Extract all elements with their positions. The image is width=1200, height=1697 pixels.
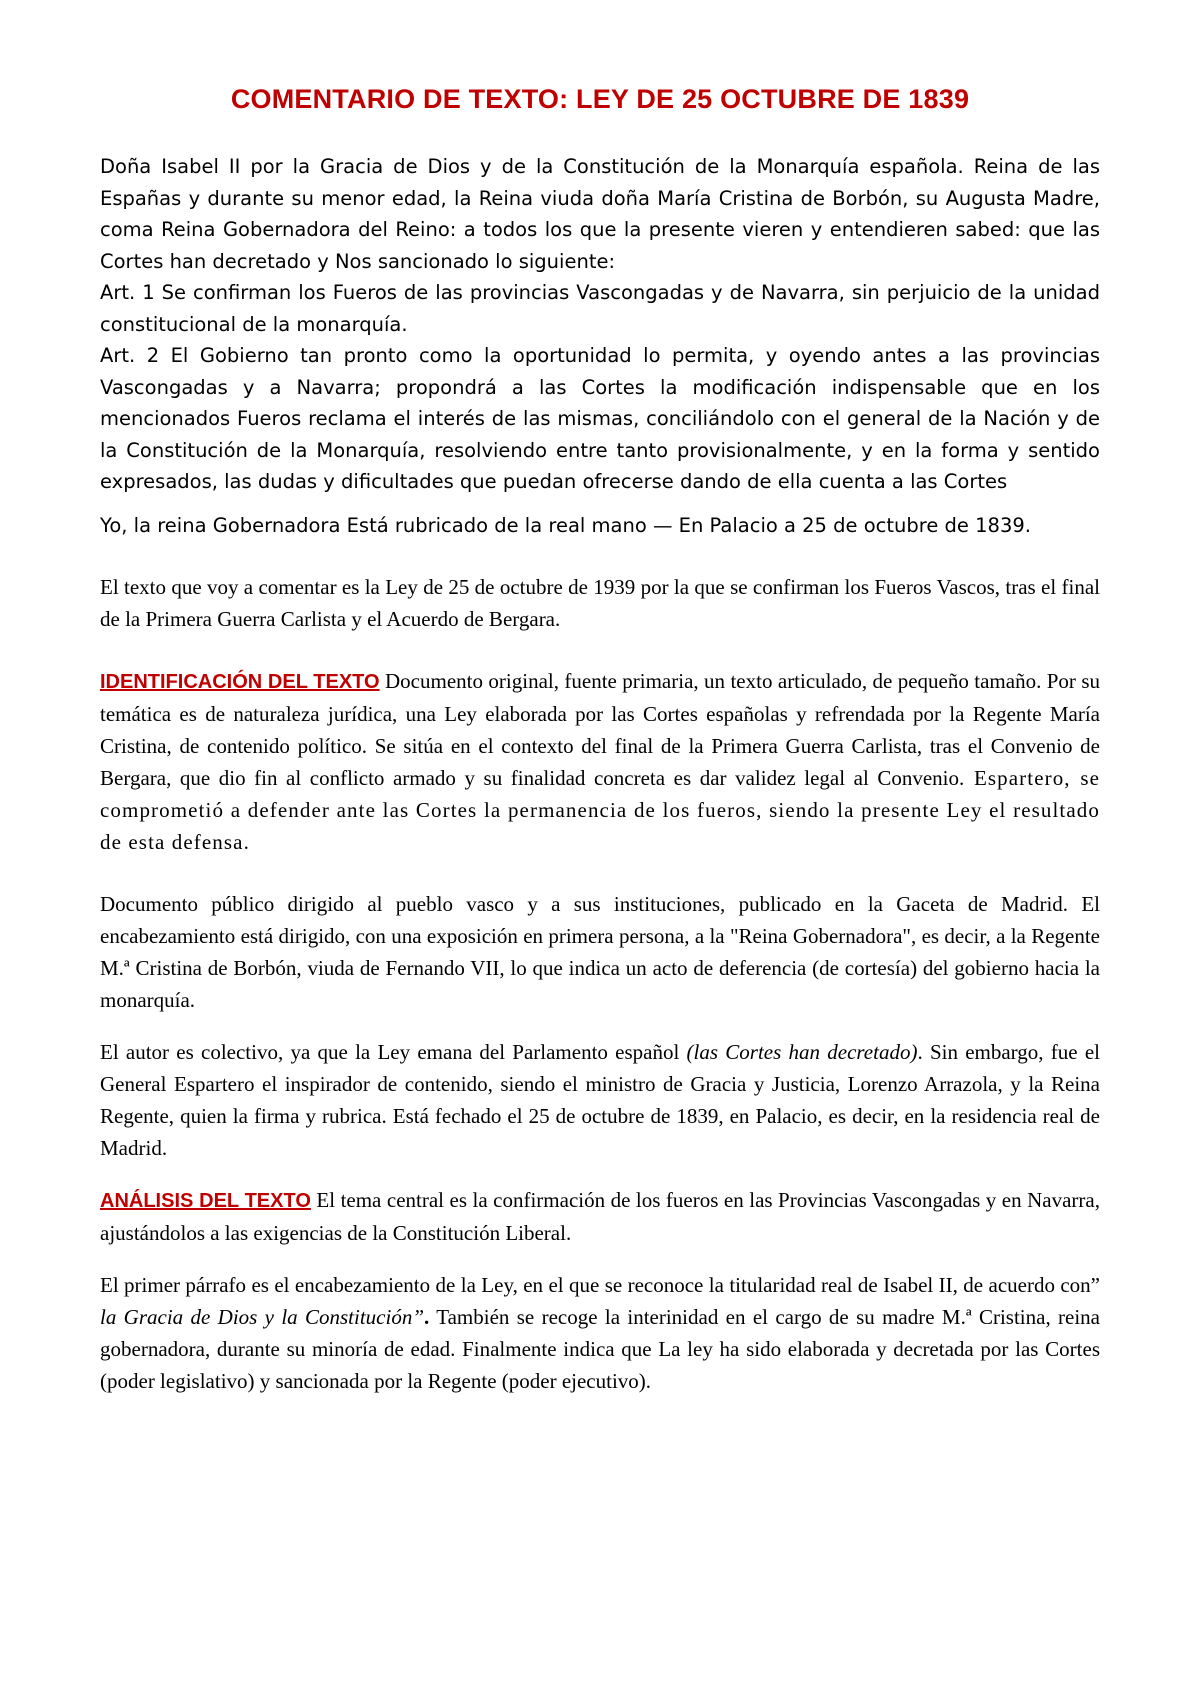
- first-paragraph-after: También se recoge la interinidad en el cargo de su madre M.ª Cristina, reina gobernadora, durante su minoría de edad. Finalmente indica que La ley ha sido elaborada y decretada por las Cortes (poder legislativo) y sancionada por la Regente (poder ejecutivo).: [100, 1305, 1101, 1393]
- commentary: [100, 571, 1100, 1397]
- law-preamble: Doña Isabel II por la Gracia de Dios y de la Constitución de la Monarquía española. Reina de las Españas y durante su menor edad, la Reina viuda doña María Cristina de Borbón, su Augusta Madre, coma Reina Gobernadora del Reino: a todos los que la presente vieren y entendieren sabed: que las Cortes han decretado y Nos sancionado lo siguiente:: [100, 155, 1100, 273]
- law-article-2: Art. 2 El Gobierno tan pronto como la oportunidad lo permita, y oyendo antes a las provincias Vascongadas y a Navarra; propondrá a las Cortes la modificación indispensable que en los mencionados Fueros reclama el interés de las mismas, conciliándolo con el general de la Nación y de la Constitución de la Monarquía, resolviendo entre tanto provisionalmente, y en la forma y sentido expresados, las dudas y dificultades que puedan ofrecerse dando de ella cuenta a las Cortes: [100, 344, 1100, 493]
- first-paragraph-dot: .: [424, 1305, 430, 1329]
- law-article-1: Art. 1 Se confirman los Fueros de las provincias Vascongadas y de Navarra, sin perjuicio de la unidad constitucional de la monarquía.: [100, 281, 1100, 336]
- first-paragraph-analysis: [100, 1269, 1100, 1397]
- analysis-heading: ANÁLISIS DEL TEXTO: [100, 1190, 311, 1212]
- author-quote: (las Cortes han decretado): [686, 1040, 918, 1064]
- commentary-intro: El texto que voy a comentar es la Ley de 25 de octubre de 1939 por la que se confirman los Fueros Vascos, tras el final de la Primera Guerra Carlista y el Acuerdo de Bergara.: [100, 575, 1100, 631]
- analysis-paragraph: [100, 1184, 1100, 1249]
- document-title: COMENTARIO DE TEXTO: LEY DE 25 OCTUBRE DE 1839: [230, 84, 970, 114]
- first-paragraph-quote: la Gracia de Dios y la Constitución”: [100, 1305, 425, 1329]
- law-signature: Yo, la reina Gobernadora Está rubricado de la real mano — En Palacio a 25 de octubre de 1839.: [100, 513, 1031, 537]
- source-law-text: [100, 151, 1100, 541]
- analysis-text: El tema central es la confirmación de los fueros en las Provincias Vascongadas y en Navarra, ajustándolos a las exigencias de la Constitución Liberal.: [100, 1188, 1100, 1245]
- author-paragraph: [100, 1036, 1100, 1164]
- public-document-paragraph: Documento público dirigido al pueblo vasco y a sus instituciones, publicado en la Gaceta de Madrid. El encabezamiento está dirigido, con una exposición en primera persona, a la "Reina Gobernadora", es decir, a la Regente M.ª Cristina de Borbón, viuda de Fernando VII, lo que indica un acto de deferencia (de cortesía) del gobierno hacia la monarquía.: [100, 892, 1100, 1012]
- identification-text-spaced: Espartero, se comprometió a defender ante las Cortes la permanencia de los fueros, siendo la presente Ley el resultado de esta defensa.: [100, 766, 1101, 854]
- identification-heading: IDENTIFICACIÓN DEL TEXTO: [100, 671, 380, 693]
- identification-paragraph: [100, 665, 1100, 858]
- author-text-before: El autor es colectivo, ya que la Ley emana del Parlamento español: [100, 1040, 687, 1064]
- first-paragraph-before: El primer párrafo es el encabezamiento de la Ley, en el que se reconoce la titularidad real de Isabel II, de acuerdo con”: [100, 1273, 1100, 1297]
- author-text-after: . Sin embargo, fue el General Espartero el inspirador de contenido, siendo el ministro de Gracia y Justicia, Lorenzo Arrazola, y la Reina Regente, quien la firma y rubrica. Está fechado el 25 de octubre de 1839, en Palacio, es decir, en la residencia real de Madrid.: [100, 1040, 1100, 1160]
- identification-text: Documento original, fuente primaria, un texto articulado, de pequeño tamaño. Por su temática es de naturaleza jurídica, una Ley elaborada por las Cortes españolas y refrendada por la Regente María Cristina, de contenido político. Se sitúa en el contexto del final de la Primera Guerra Carlista, tras el Convenio de Bergara, que dio fin al conflicto armado y su finalidad concreta es dar validez legal al Convenio.: [100, 669, 1100, 790]
